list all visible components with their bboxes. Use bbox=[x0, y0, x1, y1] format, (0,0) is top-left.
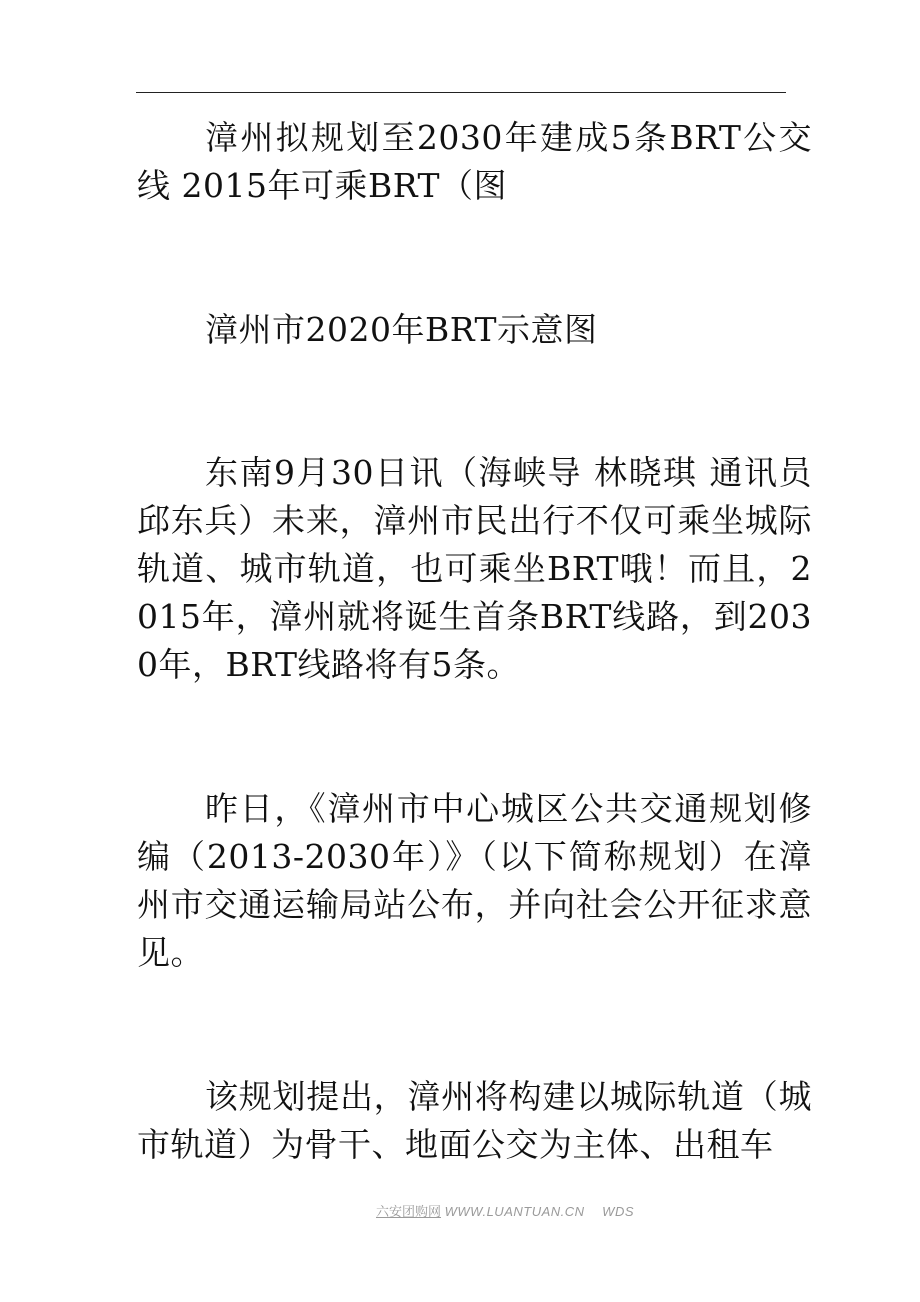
header-divider bbox=[136, 92, 786, 93]
body-paragraph-3: 该规划提出，漳州将构建以城际轨道（城市轨道）为骨干、地面公交为主体、出租车 bbox=[137, 1077, 812, 1164]
page-footer bbox=[376, 1203, 634, 1221]
footer-brand-link[interactable]: 六安团购网 bbox=[376, 1204, 442, 1219]
image-caption: 漳州市2020年BRT示意图 bbox=[205, 310, 598, 349]
article-headline: 漳州拟规划至2030年建成5条BRT公交线 2015年可乘BRT（图 bbox=[137, 118, 812, 205]
body-paragraph-2: 昨日，《漳州市中心城区公共交通规划修编（2013-2030年）》（以下简称规划）在漳州市交通运输局站公布，并向社会公开征求意见。 bbox=[137, 789, 812, 972]
body-paragraph-1: 东南9月30日讯（海峡导 林晓琪 通讯员 邱东兵）未来，漳州市民出行不仅可乘坐城际轨道、城市轨道，也可乘坐BRT哦！而且，2015年，漳州就将诞生首条BRT线路，到2030年，BRT线路将有5条。 bbox=[137, 453, 812, 684]
footer-code: WDS bbox=[602, 1204, 635, 1219]
footer-site-url: WWW.LUANTUAN.CN bbox=[444, 1204, 585, 1219]
